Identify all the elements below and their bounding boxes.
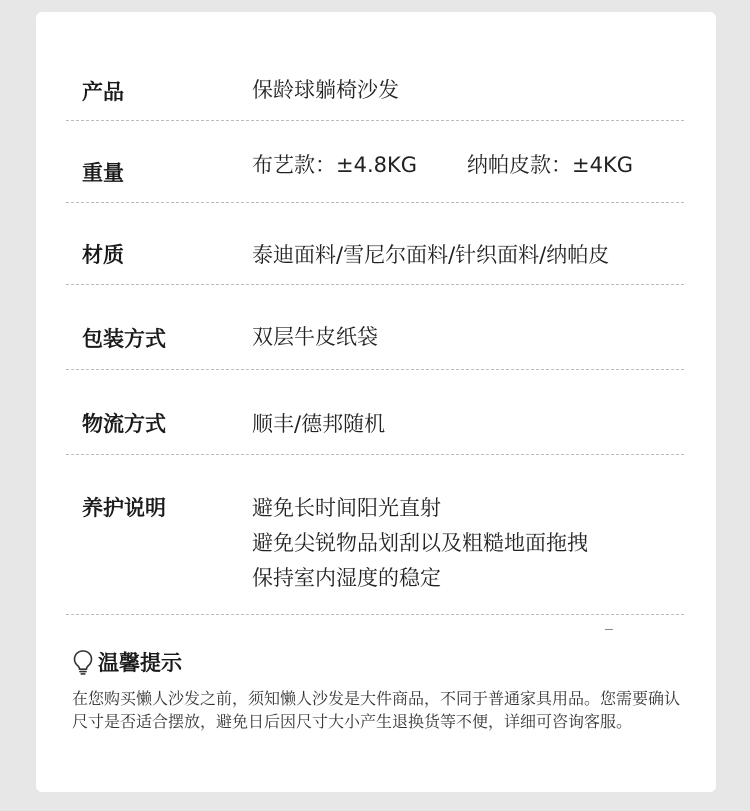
spec-label-weight: 重量 [82, 161, 124, 185]
spec-row-weight [66, 121, 684, 203]
care-line: 避免尖锐物品划刮以及粗糙地面拖拽 [252, 531, 588, 555]
weight-fabric: 布艺款：±4.8KG [252, 153, 418, 177]
weight-napa-leather: 纳帕皮款：±4KG [467, 153, 634, 177]
spec-label-packaging: 包装方式 [82, 327, 166, 351]
spec-value-care [252, 498, 588, 603]
tips-header [72, 648, 182, 676]
spec-label-material: 材质 [82, 243, 124, 267]
tips-body: 在您购买懒人沙发之前，须知懒人沙发是大件商品，不同于普通家具用品。您需要确认尺寸是否适合摆放，避免日后因尺寸大小产生退换货等不便，详细可咨询客服。 [72, 689, 681, 731]
product-spec-card [36, 12, 716, 792]
spec-label-logistics: 物流方式 [82, 412, 166, 436]
spec-row-packaging [66, 285, 684, 370]
care-line: 保持室内湿度的稳定 [252, 566, 441, 590]
care-line: 避免长时间阳光直射 [252, 496, 441, 520]
spec-row-logistics [66, 370, 684, 455]
lightbulb-icon [72, 649, 94, 675]
spec-row-material [66, 203, 684, 285]
spec-value-material: 泰迪面料/雪尼尔面料/针织面料/纳帕皮 [252, 243, 610, 267]
divider-mark [605, 629, 613, 630]
spec-value-packaging: 双层牛皮纸袋 [252, 325, 378, 349]
spec-value-product: 保龄球躺椅沙发 [252, 78, 399, 102]
spec-label-care: 养护说明 [82, 496, 166, 520]
spec-label-product: 产品 [82, 80, 124, 104]
spec-row-product [66, 60, 684, 121]
spec-value-logistics: 顺丰/德邦随机 [252, 412, 386, 436]
spec-value-weight [252, 155, 633, 176]
spec-row-care [66, 455, 684, 615]
tips-title: 温馨提示 [98, 651, 182, 675]
